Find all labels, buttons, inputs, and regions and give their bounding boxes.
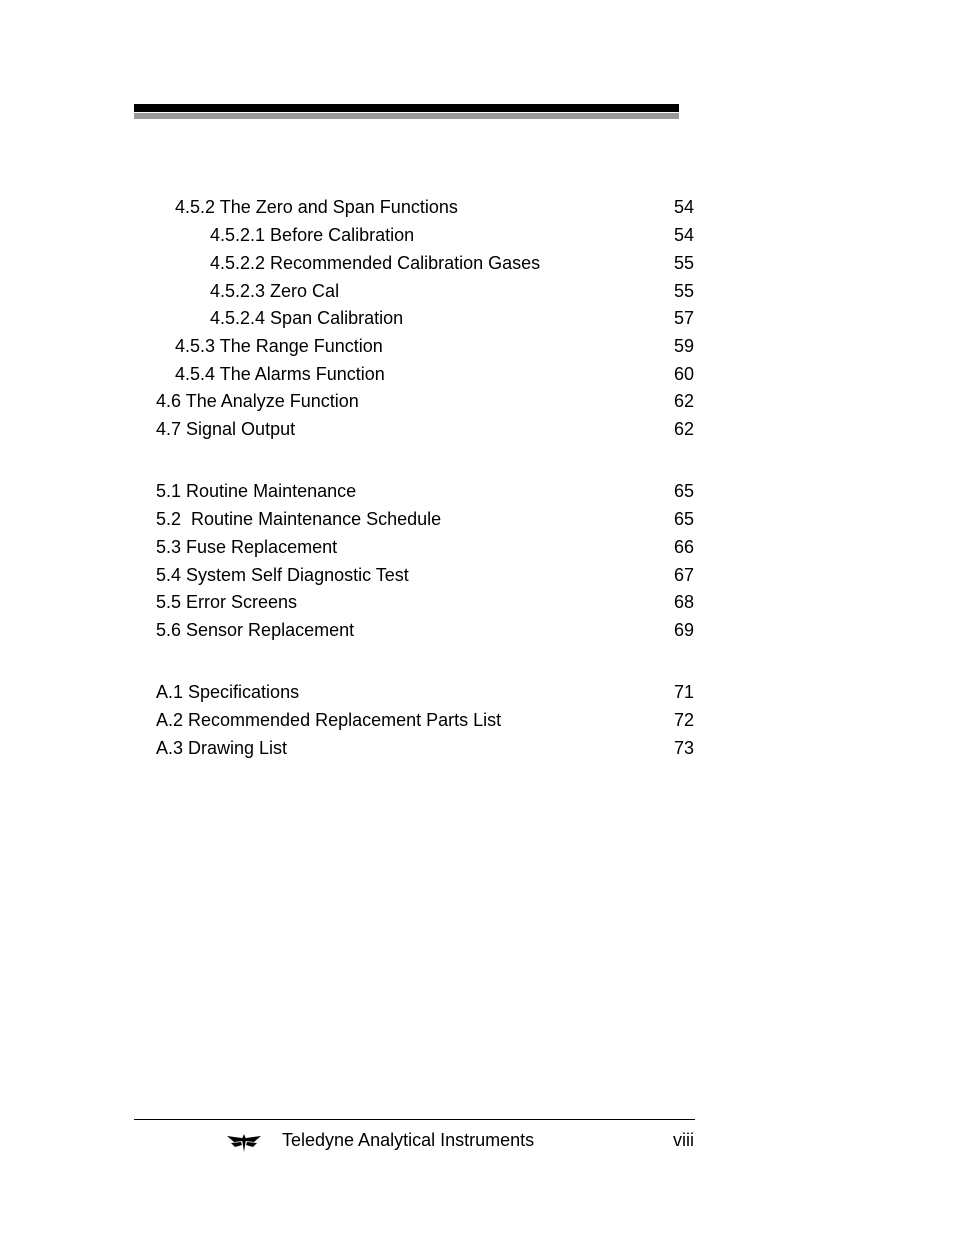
toc-entry-page: 66 [673, 537, 694, 557]
toc-entry-page: 71 [673, 682, 694, 702]
toc-entry-label: 5.1 Routine Maintenance [156, 481, 357, 501]
toc-entry-label: 4.6 The Analyze Function [156, 391, 359, 411]
toc-entry-label: 4.5.2.1 Before Calibration [210, 225, 415, 245]
toc-entry-page: 72 [673, 710, 694, 730]
toc-entry-page: 62 [673, 391, 694, 411]
toc-entry-label: 4.5.2.2 Recommended Calibration Gases [210, 253, 541, 273]
toc-entry-label: 4.5.2.4 Span Calibration [210, 308, 404, 328]
header-rule [134, 104, 679, 119]
toc-entry-page: 54 [673, 197, 694, 217]
toc-entry[interactable] [0, 680, 954, 704]
toc-entry[interactable] [0, 334, 954, 358]
toc-entry-page: 60 [673, 364, 694, 384]
toc-entry-label: 4.5.4 The Alarms Function [175, 364, 385, 384]
toc-entry[interactable] [0, 389, 954, 413]
toc-entry-page: 65 [673, 481, 694, 501]
toc-entry-page: 55 [673, 253, 694, 273]
header-rule-black [134, 104, 679, 112]
toc-entry[interactable] [0, 563, 954, 587]
toc-entry[interactable] [0, 535, 954, 559]
footer-rule [134, 1119, 695, 1120]
toc-entry-page: 69 [673, 620, 694, 640]
toc-entry-label: 4.5.2.3 Zero Cal [210, 281, 340, 301]
toc-entry-label: A.3 Drawing List [156, 738, 288, 758]
toc-entry[interactable] [0, 362, 954, 386]
toc-entry-label: 4.5.3 The Range Function [175, 336, 383, 356]
toc-entry-label: 5.3 Fuse Replacement [156, 537, 338, 557]
toc-entry[interactable] [0, 306, 954, 330]
toc-entry[interactable] [0, 618, 954, 642]
toc-entry[interactable] [0, 223, 954, 247]
toc-entry-page: 54 [673, 225, 694, 245]
footer-page-number: viii [673, 1130, 694, 1150]
toc-entry-label: 5.6 Sensor Replacement [156, 620, 355, 640]
toc-entry[interactable] [0, 417, 954, 441]
teledyne-logo-icon [226, 1130, 262, 1154]
toc-entry-page: 68 [673, 592, 694, 612]
toc-entry-page: 59 [673, 336, 694, 356]
toc-entry-label: 4.5.2 The Zero and Span Functions [175, 197, 458, 217]
toc-entry[interactable] [0, 479, 954, 503]
toc-entry-page: 65 [673, 509, 694, 529]
toc-entry[interactable] [0, 590, 954, 614]
toc-entry[interactable] [0, 507, 954, 531]
toc-entry-page: 67 [673, 565, 694, 585]
toc-entry[interactable] [0, 195, 954, 219]
toc-entry-label: 4.7 Signal Output [156, 419, 296, 439]
toc-entry[interactable] [0, 251, 954, 275]
toc-entry[interactable] [0, 279, 954, 303]
toc-entry-label: A.2 Recommended Replacement Parts List [156, 710, 502, 730]
toc-entry-label: 5.5 Error Screens [156, 592, 298, 612]
header-rule-grey [134, 113, 679, 119]
toc-entry-label: 5.4 System Self Diagnostic Test [156, 565, 409, 585]
toc-entry-page: 62 [673, 419, 694, 439]
toc-entry-label: A.1 Specifications [156, 682, 300, 702]
toc-entry-page: 57 [673, 308, 694, 328]
toc-entry[interactable] [0, 736, 954, 760]
footer-company-name: Teledyne Analytical Instruments [282, 1130, 535, 1150]
toc-entry-label: 5.2 Routine Maintenance Schedule [156, 509, 442, 529]
toc-entry-page: 55 [673, 281, 694, 301]
toc-entry-page: 73 [673, 738, 694, 758]
toc-entry[interactable] [0, 708, 954, 732]
